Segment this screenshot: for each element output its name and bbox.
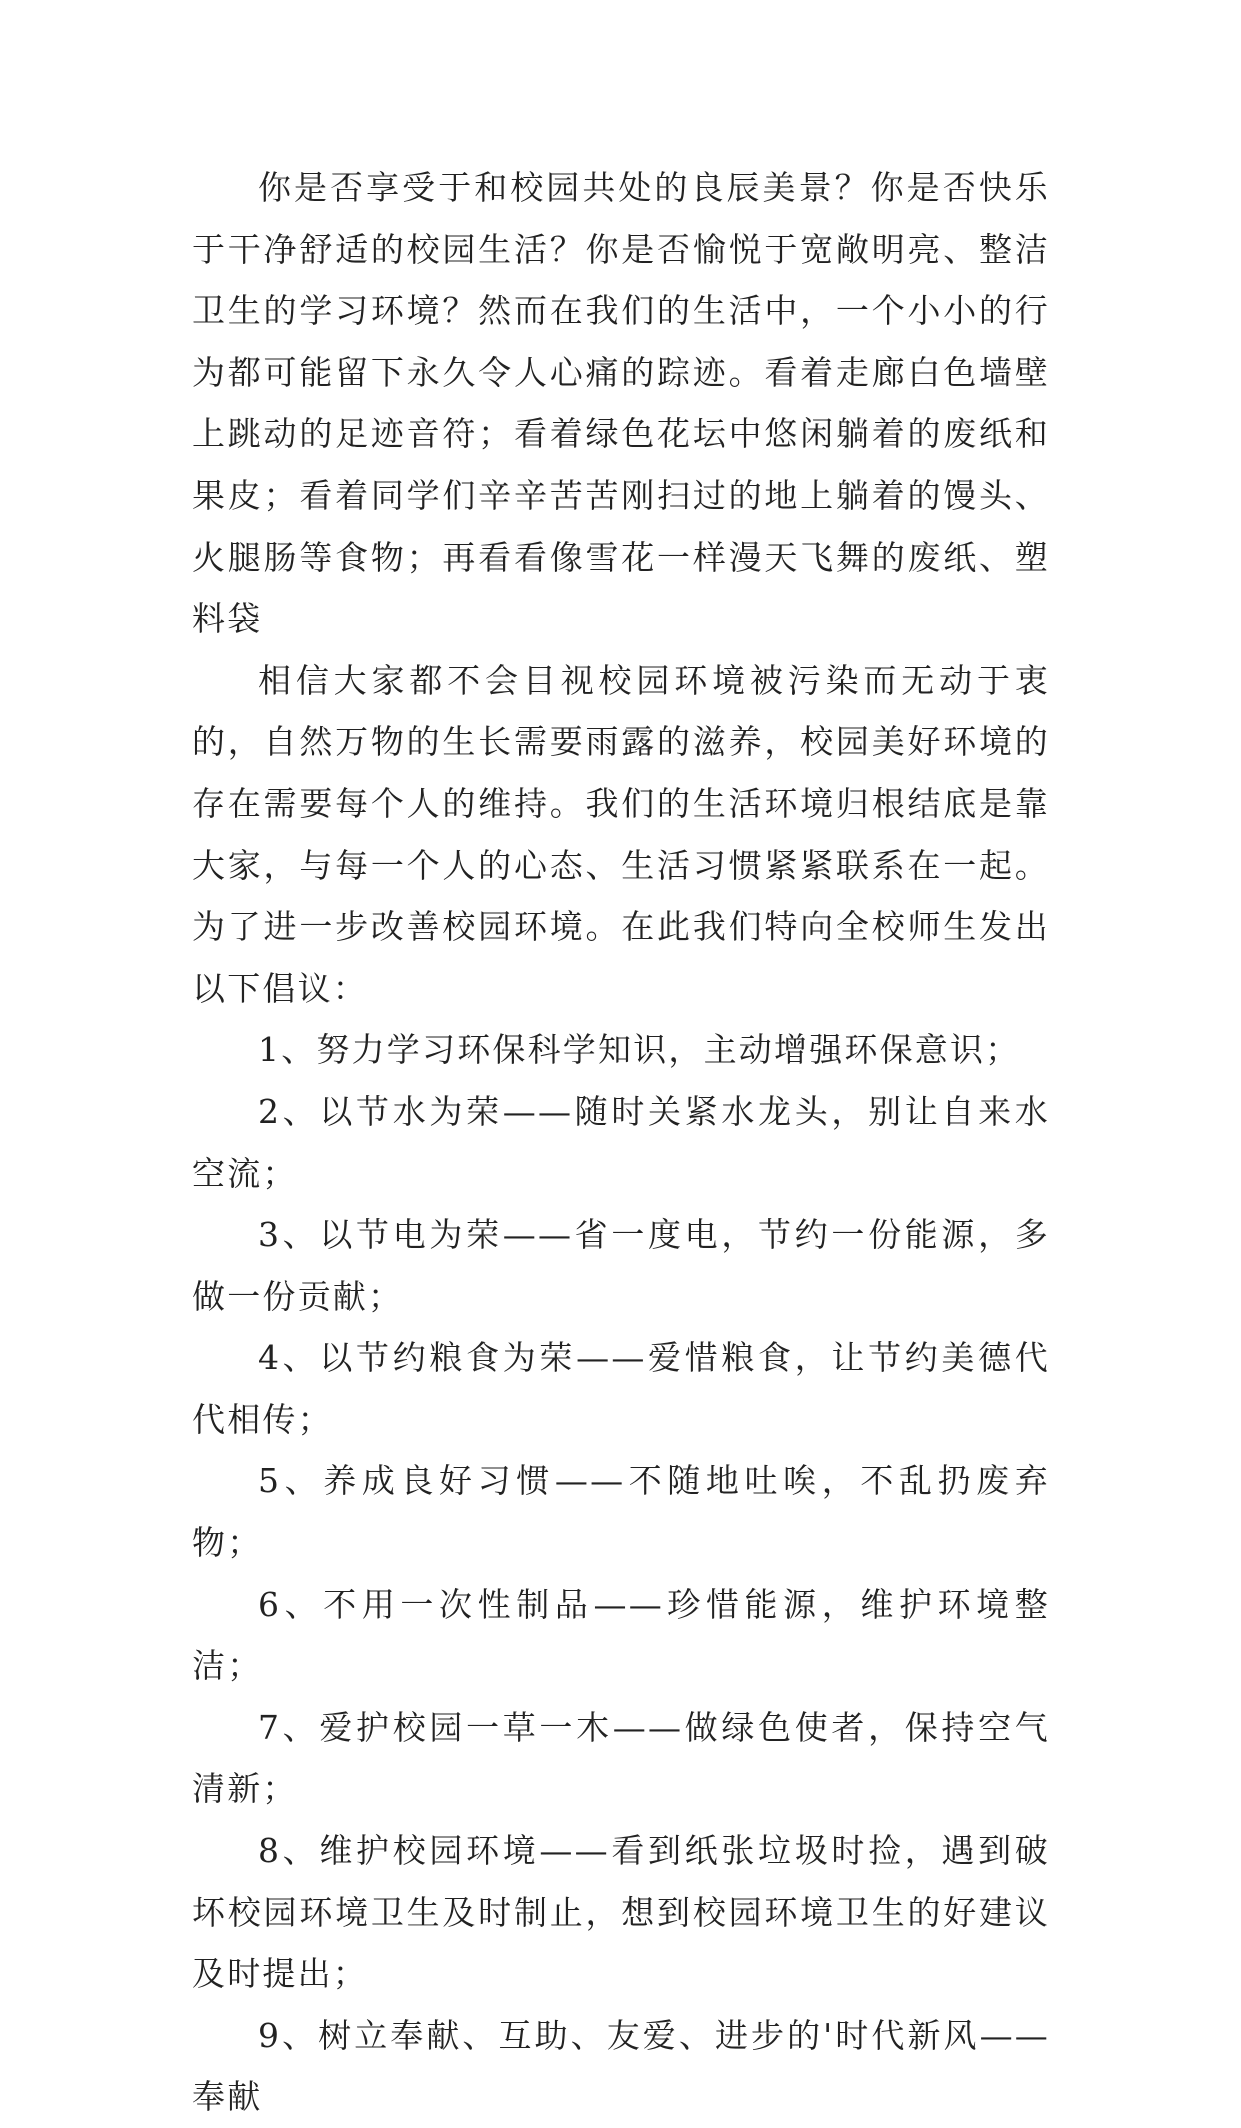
proposal-item-8: 8、维护校园环境——看到纸张垃圾时捡，遇到破坏校园环境卫生及时制止，想到校园环境卫生的好建议及时提出；	[192, 1831, 1050, 1994]
proposal-item-9: 9、树立奉献、互助、友爱、进步的'时代新风——奉献	[192, 2015, 1050, 2117]
proposal-item-7: 7、爱护校园一草一木——做绿色使者，保持空气清新；	[192, 1707, 1050, 1809]
proposal-item-5: 5、养成良好习惯——不随地吐唉，不乱扔废弃物；	[192, 1461, 1050, 1563]
paragraph-intro: 你是否享受于和校园共处的良辰美景？你是否快乐于干净舒适的校园生活？你是否愉悦于宽敞明亮、整洁卫生的学习环境？然而在我们的生活中，一个小小的行为都可能留下永久令人心痛的踪迹。看着走廊白色墙壁上跳动的足迹音符；看着绿色花坛中悠闲躺着的废纸和果皮；看着同学们辛辛苦苦刚扫过的地上躺着的馒头、火腿肠等食物；再看看像雪花一样漫天飞舞的废纸、塑料袋	[192, 168, 1050, 639]
proposal-item-4: 4、以节约粮食为荣——爱惜粮食，让节约美德代代相传；	[192, 1338, 1050, 1439]
proposal-item-6: 6、不用一次性制品——珍惜能源，维护环境整洁；	[192, 1584, 1050, 1686]
proposal-item-3: 3、以节电为荣——省一度电，节约一份能源，多做一份贡献；	[192, 1215, 1050, 1316]
proposal-item-2: 2、以节水为荣——随时关紧水龙头，别让自来水空流；	[192, 1091, 1050, 1193]
proposal-item-1: 1、努力学习环保科学知识，主动增强环保意识；	[258, 1030, 1021, 1070]
document-body	[192, 157, 1050, 2128]
paragraph-appeal: 相信大家都不会目视校园环境被污染而无动于衷的，自然万物的生长需要雨露的滋养，校园美好环境的存在需要每个人的维持。我们的生活环境归根结底是靠大家，与每一个人的心态、生活习惯紧紧联系在一起。为了进一步改善校园环境。在此我们特向全校师生发出以下倡议：	[192, 660, 1050, 1008]
